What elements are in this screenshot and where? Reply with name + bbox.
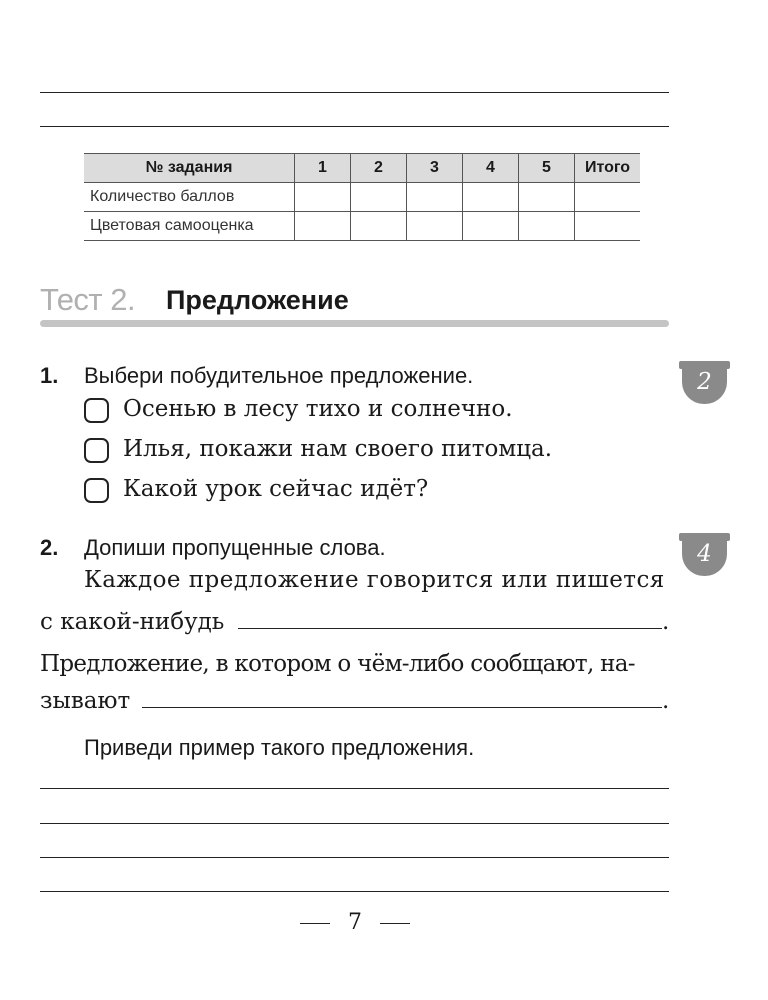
header-task-1: 1 bbox=[295, 154, 351, 183]
answer-line[interactable] bbox=[40, 823, 669, 824]
row-label-points: Количество баллов bbox=[84, 183, 295, 212]
table-row bbox=[84, 183, 640, 212]
question-2-prompt: Допиши пропущенные слова. bbox=[84, 535, 386, 560]
score-cell[interactable] bbox=[575, 212, 641, 241]
score-cell[interactable] bbox=[519, 183, 575, 212]
option-label: Илья, покажи нам своего питомца. bbox=[123, 436, 553, 462]
answer-line[interactable] bbox=[40, 92, 669, 93]
checkbox[interactable] bbox=[84, 438, 109, 463]
score-cell[interactable] bbox=[351, 183, 407, 212]
header-task-2: 2 bbox=[351, 154, 407, 183]
test-heading bbox=[40, 282, 669, 328]
score-cell[interactable] bbox=[575, 183, 641, 212]
score-cell[interactable] bbox=[519, 212, 575, 241]
score-cell[interactable] bbox=[407, 212, 463, 241]
score-cell[interactable] bbox=[295, 183, 351, 212]
score-cell[interactable] bbox=[295, 212, 351, 241]
page-number-dash-left bbox=[300, 923, 330, 924]
header-task-5: 5 bbox=[519, 154, 575, 183]
fill-in-blank[interactable] bbox=[238, 628, 662, 629]
answer-line[interactable] bbox=[40, 857, 669, 858]
text-line-2-start: с какой-нибудь bbox=[40, 609, 225, 635]
test-number: Тест 2. bbox=[40, 282, 136, 317]
header-total: Итого bbox=[575, 154, 641, 183]
text-line-2-end: . bbox=[662, 609, 670, 635]
header-task-number: № задания bbox=[84, 154, 295, 183]
points-value: 2 bbox=[697, 369, 712, 395]
answer-line[interactable] bbox=[40, 126, 669, 127]
score-cell[interactable] bbox=[463, 183, 519, 212]
test-name: Предложение bbox=[166, 285, 349, 315]
answer-line[interactable] bbox=[40, 788, 669, 789]
checkbox[interactable] bbox=[84, 478, 109, 503]
option-label: Осенью в лесу тихо и солнечно. bbox=[123, 396, 513, 422]
text-line-3: Предложение, в котором о чём-либо сообщают, на- bbox=[40, 651, 635, 677]
row-label-color-assessment: Цветовая самооценка bbox=[84, 212, 295, 241]
answer-line[interactable] bbox=[40, 891, 669, 892]
header-task-3: 3 bbox=[407, 154, 463, 183]
question-2-number: 2. bbox=[40, 535, 59, 560]
score-cell[interactable] bbox=[351, 212, 407, 241]
score-cell[interactable] bbox=[407, 183, 463, 212]
text-line-4-start: зывают bbox=[40, 688, 131, 714]
points-value: 4 bbox=[697, 541, 712, 567]
score-table-header bbox=[84, 154, 640, 183]
example-prompt: Приведи пример такого предложения. bbox=[84, 735, 475, 760]
fill-in-blank[interactable] bbox=[142, 707, 662, 708]
question-1-number: 1. bbox=[40, 363, 59, 388]
points-badge-q1 bbox=[682, 364, 727, 409]
score-cell[interactable] bbox=[463, 212, 519, 241]
checkbox[interactable] bbox=[84, 398, 109, 423]
option-label: Какой урок сейчас идёт? bbox=[123, 476, 429, 502]
table-row bbox=[84, 212, 640, 241]
title-underline bbox=[40, 320, 669, 327]
header-task-4: 4 bbox=[463, 154, 519, 183]
page-number-dash-right bbox=[380, 923, 410, 924]
text-line-1: Каждое предложение говорится или пишется bbox=[84, 567, 665, 593]
text-line-4-end: . bbox=[662, 688, 670, 714]
points-badge-q2 bbox=[682, 536, 727, 581]
score-table bbox=[84, 153, 640, 241]
question-1-prompt: Выбери побудительное предложение. bbox=[84, 363, 474, 388]
page-number: 7 bbox=[348, 910, 362, 935]
